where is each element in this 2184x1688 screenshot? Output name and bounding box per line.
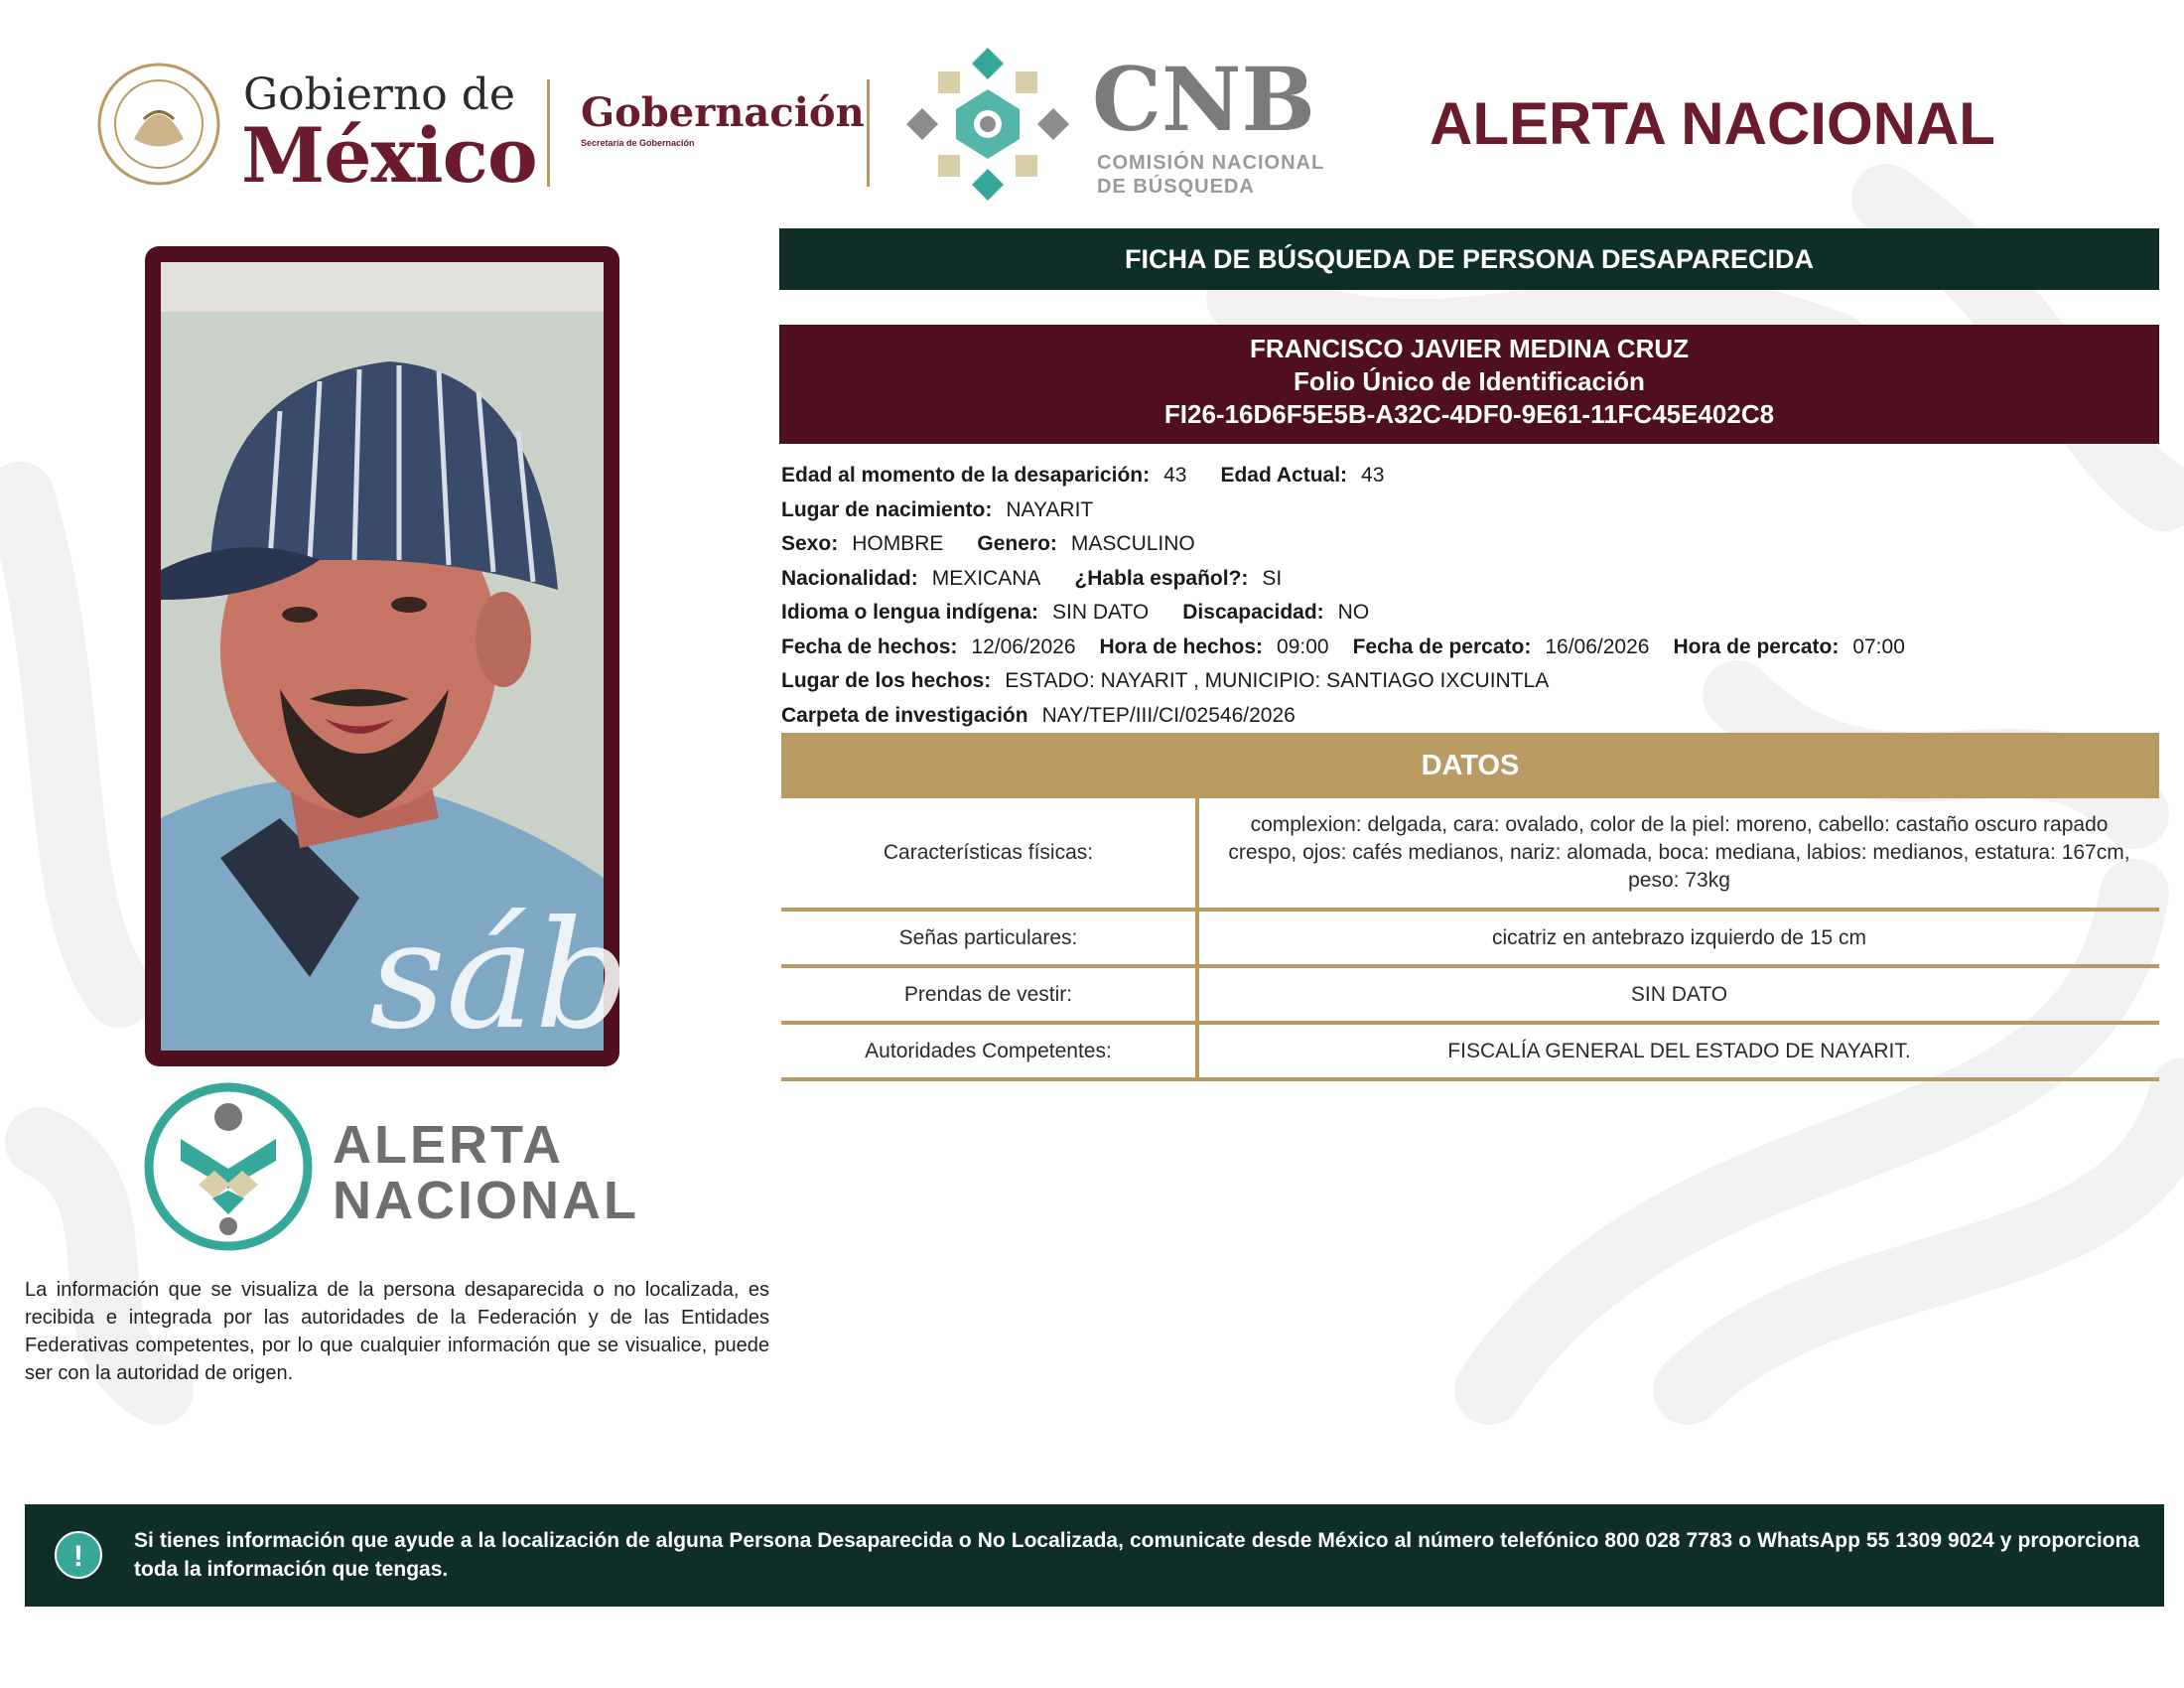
hora-hechos-value: 09:00 xyxy=(1277,634,1329,658)
table-row xyxy=(781,1023,2159,1079)
info-row-lugar-hechos xyxy=(781,664,2161,699)
fecha-hechos-value: 12/06/2026 xyxy=(971,634,1076,658)
fecha-percato-label: Fecha de percato: xyxy=(1352,634,1532,658)
hora-hechos-label: Hora de hechos: xyxy=(1099,634,1264,658)
idioma-value: SIN DATO xyxy=(1052,601,1150,625)
alerta-logo-line2: NACIONAL xyxy=(333,1171,639,1230)
gobernacion-logo xyxy=(581,89,869,159)
folio-label: Folio Único de Identificación xyxy=(1294,366,1645,396)
cnb-logo xyxy=(898,40,1355,209)
cnb-emblem-icon xyxy=(898,40,1077,209)
photo-watermark-text: sáb xyxy=(369,890,630,1062)
ficha-title-bar: FICHA DE BÚSQUEDA DE PERSONA DESAPARECIDA xyxy=(779,228,2159,290)
cnb-fullname xyxy=(1097,151,1324,199)
sexo-value: HOMBRE xyxy=(852,532,944,556)
info-row-edad xyxy=(781,459,2161,493)
edad-desaparicion-label: Edad al momento de la desaparición: xyxy=(781,464,1151,488)
hora-percato-value: 07:00 xyxy=(1852,634,1905,658)
edad-actual-label: Edad Actual: xyxy=(1220,464,1348,488)
datos-table xyxy=(781,798,2159,1081)
info-row-nacionalidad xyxy=(781,562,2161,597)
gobernacion-subtitle: Secretaría de Gobernación xyxy=(581,138,695,148)
header-divider xyxy=(867,79,870,187)
habla-espanol-label: ¿Habla español?: xyxy=(1074,566,1249,590)
gobernacion-title: Gobernación xyxy=(581,89,865,136)
genero-label: Genero: xyxy=(977,532,1057,556)
caracteristicas-value: complexion: delgada, cara: ovalado, color de la piel: moreno, cabello: castaño oscuro rapado crespo, ojos: cafés medianos, nariz: alomada, boca: mediana, labios: medianos, estatura: 167cm, peso: 73kg xyxy=(1228,813,2130,892)
cnb-acronym: CNB xyxy=(1092,48,1315,151)
info-row-nacimiento xyxy=(781,493,2161,528)
genero-value: MASCULINO xyxy=(1070,532,1195,556)
sexo-label: Sexo: xyxy=(781,532,839,556)
edad-desaparicion-value: 43 xyxy=(1163,464,1187,488)
header-divider xyxy=(547,79,550,187)
contact-footer-text: Si tienes información que ayude a la localización de alguna Persona Desaparecida o No Localizada, comunicate desde México al número telefónico 800 028 7783 o WhatsApp 55 1309 9024 y proporciona toda la información que tengas. xyxy=(134,1529,2139,1581)
info-row-idioma xyxy=(781,596,2161,631)
carpeta-label: Carpeta de investigación xyxy=(781,703,1028,727)
escudo-nacional-icon xyxy=(94,60,223,189)
fecha-percato-value: 16/06/2026 xyxy=(1545,634,1650,658)
senas-label: Señas particulares: xyxy=(781,910,1197,966)
alerta-logo-line1: ALERTA xyxy=(333,1115,564,1175)
missing-person-photo xyxy=(161,262,630,1062)
person-name-block xyxy=(779,325,2159,444)
disclaimer-text: La información que se visualiza de la persona desaparecida o no localizada, es recibida e integrada por las autoridades de la Federación y de las Entidades Federativas competentes, por lo que cualquier información que se visualice, puede ser con la autoridad de origen. xyxy=(25,1279,769,1384)
person-portrait-illustration xyxy=(161,262,630,1062)
alerta-logo-text xyxy=(333,1117,639,1228)
person-info-list xyxy=(781,459,2161,733)
idioma-label: Idioma o lengua indígena: xyxy=(781,601,1039,625)
table-row xyxy=(781,966,2159,1023)
autoridades-value: FISCALÍA GENERAL DEL ESTADO DE NAYARIT. xyxy=(1447,1039,1911,1062)
missing-person-photo-frame xyxy=(145,246,630,1066)
hora-percato-label: Hora de percato: xyxy=(1673,634,1840,658)
alerta-nacional-title: ALERTA NACIONAL xyxy=(1430,90,1995,157)
senas-value: cicatriz en antebrazo izquierdo de 15 cm xyxy=(1491,925,1867,949)
table-row xyxy=(781,798,2159,910)
fecha-hechos-label: Fecha de hechos: xyxy=(781,634,958,658)
alerta-emblem-icon xyxy=(139,1077,318,1256)
folio-value: FI26-16D6F5E5B-A32C-4DF0-9E61-11FC45E402C8 xyxy=(1163,399,1775,429)
info-row-sexo xyxy=(781,527,2161,562)
person-name: FRANCISCO JAVIER MEDINA CRUZ xyxy=(1249,334,1689,363)
discapacidad-value: NO xyxy=(1337,601,1370,625)
caracteristicas-label: Características físicas: xyxy=(781,798,1197,910)
lugar-hechos-value: ESTADO: NAYARIT , MUNICIPIO: SANTIAGO IXCUINTLA xyxy=(1005,669,1550,693)
edad-actual-value: 43 xyxy=(1361,464,1385,488)
prendas-label: Prendas de vestir: xyxy=(781,966,1197,1023)
lugar-hechos-label: Lugar de los hechos: xyxy=(781,669,992,693)
info-row-fechas xyxy=(781,631,2161,665)
mexico-text: México xyxy=(241,111,537,200)
gobierno-de-mexico-logo xyxy=(94,60,541,199)
carpeta-value: NAY/TEP/III/CI/02546/2026 xyxy=(1041,703,1296,727)
nacionalidad-label: Nacionalidad: xyxy=(781,566,918,590)
lugar-nacimiento-label: Lugar de nacimiento: xyxy=(781,497,993,521)
nacionalidad-value: MEXICANA xyxy=(931,566,1041,590)
autoridades-label: Autoridades Competentes: xyxy=(781,1023,1197,1079)
contact-footer xyxy=(25,1504,2164,1607)
cnb-line2: DE BÚSQUEDA xyxy=(1097,176,1255,198)
gobierno-de-text: Gobierno de xyxy=(243,70,515,120)
lugar-nacimiento-value: NAYARIT xyxy=(1006,497,1094,521)
alerta-nacional-logo xyxy=(139,1077,675,1256)
prendas-value: SIN DATO xyxy=(1630,982,1728,1006)
datos-header: DATOS xyxy=(781,733,2159,798)
cnb-line1: COMISIÓN NACIONAL xyxy=(1097,152,1325,174)
info-row-carpeta xyxy=(781,699,2161,734)
table-row xyxy=(781,910,2159,966)
discapacidad-label: Discapacidad: xyxy=(1182,601,1324,625)
alert-exclamation-icon: ! xyxy=(55,1531,102,1579)
habla-espanol-value: SI xyxy=(1262,566,1283,590)
